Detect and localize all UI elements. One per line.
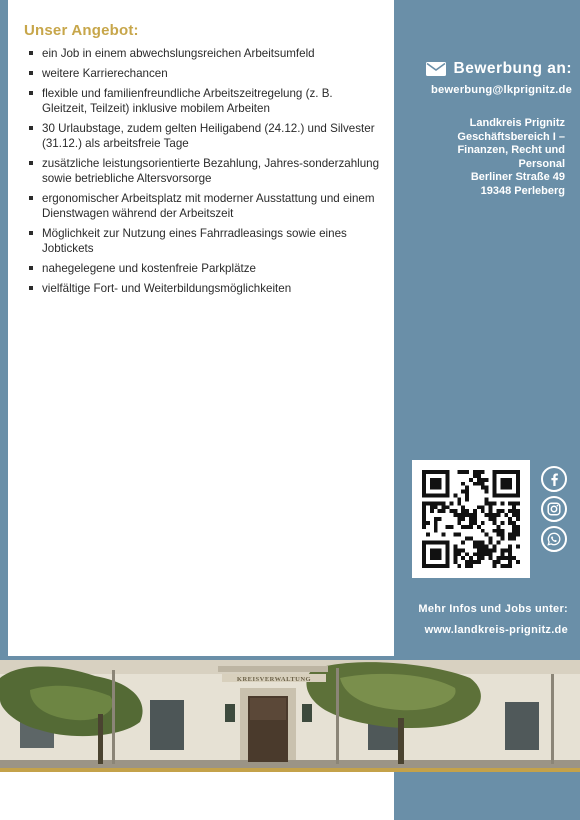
offer-item: zusätzliche leistungsorientierte Bezahlung, Jahres-sonderzahlung sowie betriebliche Altersvorsorge [28, 156, 380, 186]
qr-code[interactable] [412, 460, 530, 578]
address-line: Finanzen, Recht und [457, 144, 565, 156]
facebook-icon [548, 472, 560, 486]
facebook-button[interactable] [541, 466, 567, 492]
offer-item: weitere Karrierechancen [28, 66, 380, 81]
application-label: Bewerbung an: [453, 60, 572, 77]
website-link[interactable]: www.landkreis-prignitz.de [424, 624, 568, 636]
gold-divider [0, 768, 580, 772]
whatsapp-button[interactable] [541, 526, 567, 552]
address-line: Geschäftsbereich I – [457, 130, 565, 143]
offer-list [28, 46, 380, 301]
address-line: Berliner Straße 49 [470, 171, 565, 183]
offer-item: ein Job in einem abwechslungsreichen Arbeitsumfeld [28, 46, 380, 61]
offer-item: 30 Urlaubstage, zudem gelten Heiligabend (24.12.) und Silvester (31.12.) als arbeitsfreie Tage [28, 121, 380, 151]
offer-item: nahegelegene und kostenfreie Parkplätze [28, 261, 380, 276]
offer-item: Möglichkeit zur Nutzung eines Fahrradleasings sowie eines Jobtickets [28, 226, 380, 256]
building-sign: KREISVERWALTUNG [236, 676, 312, 683]
whatsapp-icon [547, 532, 561, 546]
social-links [541, 466, 567, 556]
offer-item: ergonomischer Arbeitsplatz mit moderner Ausstattung und einem Dienstwagen während der Arbeitszeit [28, 191, 380, 221]
application-email-link[interactable]: bewerbung@lkprignitz.de [430, 84, 572, 96]
mail-icon [426, 62, 446, 76]
more-info-label: Mehr Infos und Jobs unter: [418, 603, 568, 615]
building-photo [0, 660, 580, 768]
address-line: Personal [518, 157, 565, 170]
qr-code-pattern [422, 470, 520, 568]
instagram-button[interactable] [541, 496, 567, 522]
offer-item: flexible und familienfreundliche Arbeitszeitregelung (z. B. Gleitzeit, Teilzeit) inklusive mobilem Arbeiten [28, 86, 380, 116]
postal-address [410, 117, 565, 198]
offer-title: Unser Angebot: [24, 22, 139, 39]
address-line: Landkreis Prignitz [469, 117, 565, 129]
offer-item: vielfältige Fort- und Weiterbildungsmöglichkeiten [28, 281, 380, 296]
address-line: 19348 Perleberg [480, 184, 565, 197]
application-heading [404, 58, 572, 80]
instagram-icon [547, 502, 561, 516]
